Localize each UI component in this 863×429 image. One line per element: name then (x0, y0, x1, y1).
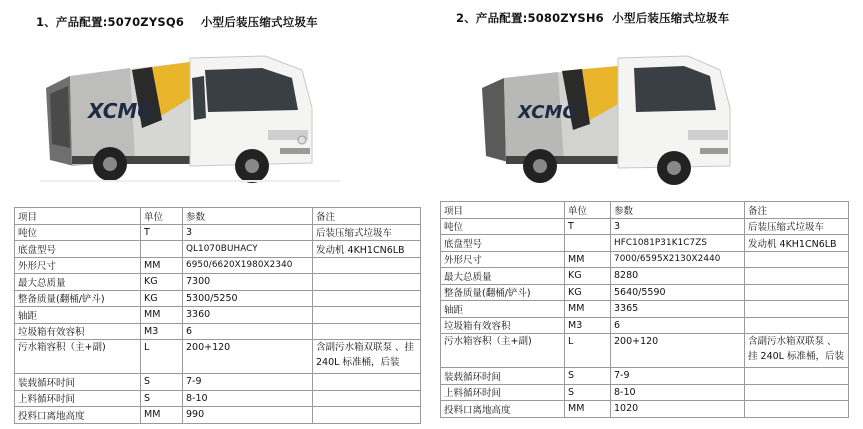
table-cell: 200+120 (183, 340, 313, 374)
table-cell: 上料循环时间 (441, 384, 565, 401)
table-cell: 200+120 (611, 334, 745, 368)
table-cell (745, 317, 849, 334)
table-cell: 最大总质量 (441, 268, 565, 285)
table-row (441, 268, 849, 285)
table-cell: 污水箱容积（主+副) (441, 334, 565, 368)
truck-1-image (40, 48, 360, 188)
table-cell (313, 323, 421, 340)
table-cell (565, 235, 611, 252)
table-cell: 6 (183, 323, 313, 340)
table-row (441, 251, 849, 268)
table-cell: KG (565, 268, 611, 285)
table-cell: M3 (141, 323, 183, 340)
table-row (441, 218, 849, 235)
table-cell (745, 384, 849, 401)
table-cell: 5640/5590 (611, 284, 745, 301)
table-cell: 后装压缩式垃圾车 (313, 224, 421, 241)
table-cell (745, 301, 849, 318)
table-cell: 单位 (565, 202, 611, 219)
table-cell: 3360 (183, 307, 313, 324)
table-row (441, 284, 849, 301)
table-cell: 底盘型号 (15, 241, 141, 258)
table-cell: 外形尺寸 (441, 251, 565, 268)
product-1-heading: 1、产品配置:5070ZYSQ6 小型后装压缩式垃圾车 (36, 15, 318, 29)
table-cell: 990 (183, 407, 313, 424)
table-cell: L (141, 340, 183, 374)
product-2-heading: 2、产品配置:5080ZYSH6 小型后装压缩式垃圾车 (456, 11, 730, 25)
spec-table-2 (440, 201, 849, 418)
table-cell: 投料口离地高度 (441, 401, 565, 418)
table-row (15, 340, 421, 374)
table-cell (745, 284, 849, 301)
table-cell: T (565, 218, 611, 235)
table-cell: 6950/6620X1980X2340 (183, 257, 313, 274)
table-cell: HFC1081P31K1C7ZS (611, 235, 745, 252)
table-cell: 发动机 4KH1CN6LB (745, 235, 849, 252)
table-cell: 8280 (611, 268, 745, 285)
table-cell: 5300/5250 (183, 290, 313, 307)
table-cell: KG (141, 274, 183, 291)
table-row (441, 368, 849, 385)
table-cell: 项目 (441, 202, 565, 219)
table-cell: 含副污水箱双联泵 、挂 240L 标准桶，后装 (745, 334, 849, 368)
table-cell: L (565, 334, 611, 368)
table-row (15, 208, 421, 225)
table-cell: 7-9 (183, 374, 313, 391)
table-cell: 底盘型号 (441, 235, 565, 252)
table-cell: 项目 (15, 208, 141, 225)
table-cell: M3 (565, 317, 611, 334)
table-cell: MM (141, 407, 183, 424)
table-cell: 装载循环时间 (441, 368, 565, 385)
spec-table-1 (14, 207, 421, 424)
table-cell: S (141, 374, 183, 391)
table-cell: 吨位 (15, 224, 141, 241)
table-cell: 6 (611, 317, 745, 334)
table-row (15, 274, 421, 291)
table-cell: T (141, 224, 183, 241)
table-cell: 7300 (183, 274, 313, 291)
table-row (15, 390, 421, 407)
table-cell: MM (565, 301, 611, 318)
table-cell: 轴距 (15, 307, 141, 324)
table-cell: 3365 (611, 301, 745, 318)
table-cell: 参数 (611, 202, 745, 219)
table-row (441, 235, 849, 252)
table-cell: MM (565, 251, 611, 268)
table-row (15, 407, 421, 424)
table-cell: MM (141, 307, 183, 324)
table-cell (313, 290, 421, 307)
table-cell: 7-9 (611, 368, 745, 385)
table-cell: QL1070BUHACY (183, 241, 313, 258)
table-cell: S (141, 390, 183, 407)
table-cell: MM (141, 257, 183, 274)
table-cell: 参数 (183, 208, 313, 225)
table-cell: 1020 (611, 401, 745, 418)
table-cell: 外形尺寸 (15, 257, 141, 274)
table-cell: 轴距 (441, 301, 565, 318)
table-cell (313, 374, 421, 391)
table-row (15, 374, 421, 391)
table-cell: S (565, 384, 611, 401)
xcmg-logo-1: XCMG (88, 99, 154, 123)
table-cell: 备注 (313, 208, 421, 225)
truck-2-image (478, 44, 768, 194)
table-cell: 整备质量(翻桶/铲斗) (441, 284, 565, 301)
table-row (441, 384, 849, 401)
table-row (15, 241, 421, 258)
table-cell: 上料循环时间 (15, 390, 141, 407)
table-row (15, 224, 421, 241)
table-cell (313, 407, 421, 424)
table-cell: 8-10 (183, 390, 313, 407)
table-cell: 含副污水箱双联泵 、挂 240L 标准桶，后装 (313, 340, 421, 374)
table-cell: KG (141, 290, 183, 307)
xcmg-logo-2: XCMG (518, 102, 578, 123)
table-cell: 装载循环时间 (15, 374, 141, 391)
table-cell: 7000/6595X2130X2440 (611, 251, 745, 268)
table-row (441, 202, 849, 219)
table-cell (141, 241, 183, 258)
table-cell: 垃圾箱有效容积 (15, 323, 141, 340)
table-cell (745, 268, 849, 285)
table-cell: 发动机 4KH1CN6LB (313, 241, 421, 258)
table-row (15, 290, 421, 307)
table-row (15, 323, 421, 340)
table-row (15, 257, 421, 274)
table-row (441, 401, 849, 418)
table-cell: 最大总质量 (15, 274, 141, 291)
table-cell (313, 390, 421, 407)
table-cell (745, 401, 849, 418)
table-cell: 垃圾箱有效容积 (441, 317, 565, 334)
table-cell (313, 274, 421, 291)
table-cell (313, 257, 421, 274)
table-row (441, 334, 849, 368)
table-cell: S (565, 368, 611, 385)
table-cell: 吨位 (441, 218, 565, 235)
table-cell: 8-10 (611, 384, 745, 401)
table-cell: 3 (183, 224, 313, 241)
table-row (15, 307, 421, 324)
table-cell: 单位 (141, 208, 183, 225)
table-cell (745, 251, 849, 268)
table-row (441, 317, 849, 334)
table-cell: 投料口离地高度 (15, 407, 141, 424)
table-cell: 污水箱容积（主+副) (15, 340, 141, 374)
table-row (441, 301, 849, 318)
table-cell: KG (565, 284, 611, 301)
table-cell: MM (565, 401, 611, 418)
table-cell: 3 (611, 218, 745, 235)
table-cell: 后装压缩式垃圾车 (745, 218, 849, 235)
table-cell: 整备质量(翻桶/铲斗) (15, 290, 141, 307)
table-cell (745, 368, 849, 385)
table-cell (313, 307, 421, 324)
table-cell: 备注 (745, 202, 849, 219)
